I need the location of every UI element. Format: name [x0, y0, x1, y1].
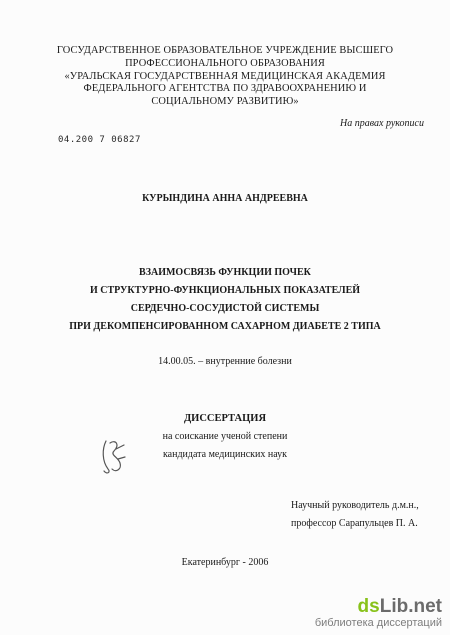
institution-line-4: ФЕДЕРАЛЬНОГО АГЕНТСТВА ПО ЗДРАВООХРАНЕНИЮ И — [83, 83, 367, 94]
dslib-watermark — [315, 597, 442, 629]
author-name: КУРЫНДИНА АННА АНДРЕЕВНА — [142, 193, 308, 204]
watermark-subtitle: библиотека диссертаций — [314, 617, 442, 629]
dslib-logo — [315, 597, 442, 617]
city-year: Екатеринбург - 2006 — [181, 557, 269, 568]
title-line-1: ВЗАИМОСВЯЗЬ ФУНКЦИИ ПОЧЕК — [139, 267, 311, 278]
logo-net: .net — [408, 596, 442, 617]
handwritten-signature — [98, 435, 128, 477]
title-line-3: СЕРДЕЧНО-СОСУДИСТОЙ СИСТЕМЫ — [130, 303, 320, 314]
title-line-4: ПРИ ДЕКОМПЕНСИРОВАННОМ САХАРНОМ ДИАБЕТЕ 2 ТИПА — [69, 321, 381, 332]
institution-line-5: СОЦИАЛЬНОМУ РАЗВИТИЮ» — [151, 96, 299, 107]
specialty: 14.00.05. – внутренние болезни — [158, 356, 292, 367]
logo-ds: ds — [357, 596, 380, 617]
institution-line-3: «УРАЛЬСКАЯ ГОСУДАРСТВЕННАЯ МЕДИЦИНСКАЯ АКАДЕМИЯ — [64, 71, 386, 82]
institution-line-2: ПРОФЕССИОНАЛЬНОГО ОБРАЗОВАНИЯ — [125, 58, 325, 69]
institution-line-1: ГОСУДАРСТВЕННОЕ ОБРАЗОВАТЕЛЬНОЕ УЧРЕЖДЕНИЕ ВЫСШЕГО — [56, 45, 394, 56]
logo-lib: Lib — [379, 596, 409, 617]
registration-stamp: 04.200 7 06827 — [58, 135, 141, 145]
supervisor-line-1: Научный руководитель д.м.н., — [291, 500, 419, 511]
title-line-2: И СТРУКТУРНО-ФУНКЦИОНАЛЬНЫХ ПОКАЗАТЕЛЕЙ — [89, 285, 361, 296]
work-type: ДИССЕРТАЦИЯ — [183, 413, 267, 424]
degree-line-1: на соискание ученой степени — [162, 431, 288, 442]
supervisor-line-2: профессор Сарапульцев П. А. — [291, 518, 418, 529]
degree-line-2: кандидата медицинских наук — [162, 449, 288, 460]
manuscript-note: На правах рукописи — [340, 118, 424, 129]
